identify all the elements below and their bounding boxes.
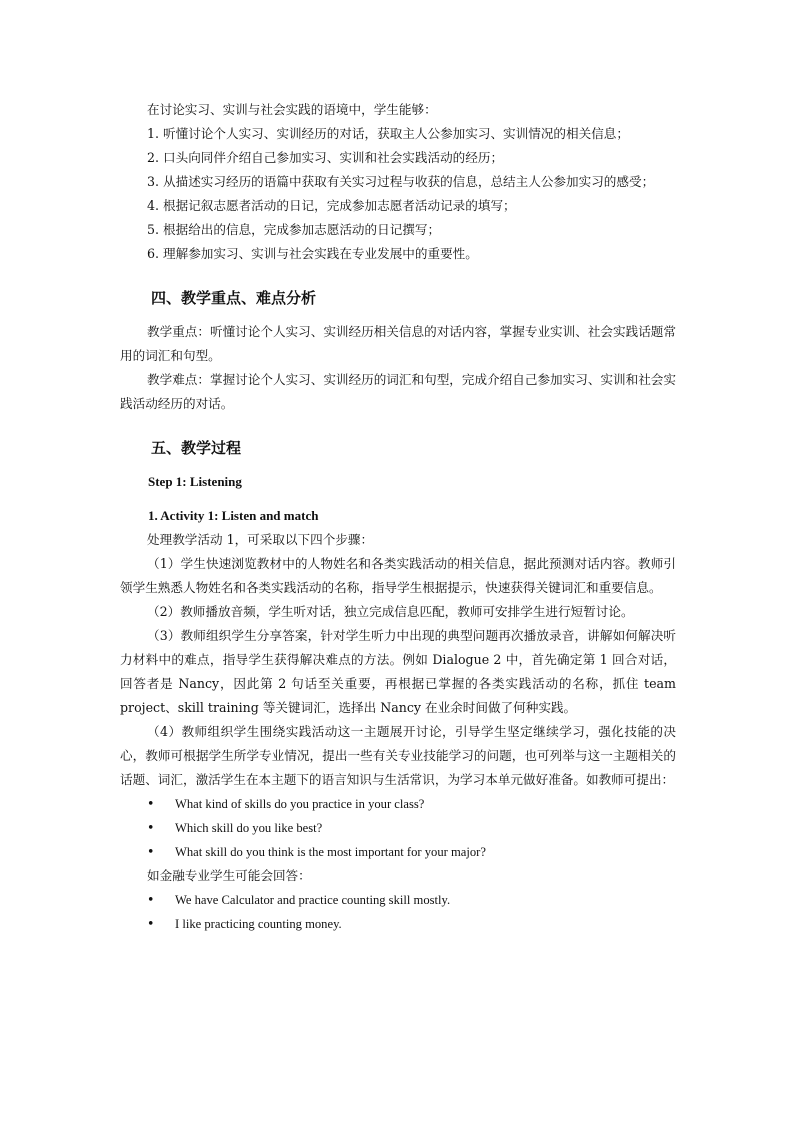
procedure-paragraph: （3）教师组织学生分享答案，针对学生听力中出现的典型问题再次播放录音，讲解如何解决听力材料中的难点，指导学生获得解决难点的方法。例如 Dialogue 2 中，首先确定第 1 回合对话，回答者是 Nancy，因此第 2 句话至关重要，再根据已掌握的各类实践活动的名称，抓住 team project、skill training 等关键词汇，选择出 Nancy 在业余时间做了何种实践。: [120, 628, 676, 715]
answer-intro: 如金融专业学生可能会回答：: [147, 868, 311, 883]
bullet-icon: •: [147, 796, 155, 811]
procedure-paragraph: （1）学生快速浏览教材中的人物姓名和各类实践活动的相关信息，据此预测对话内容。教师引领学生熟悉人物姓名和各类实践活动的名称，指导学生根据提示，快速获得关键词汇和重要信息。: [120, 556, 676, 595]
objective-item: 5. 根据给出的信息，完成参加志愿活动的日记撰写；: [147, 222, 441, 237]
question-text: Which skill do you like best?: [175, 821, 323, 835]
objective-item: 6. 理解参加实习、实训与社会实践在专业发展中的重要性。: [147, 246, 478, 261]
bullet-icon: •: [147, 916, 155, 931]
activity-heading: 1. Activity 1: Listen and match: [148, 508, 319, 523]
bullet-icon: •: [147, 892, 155, 907]
answer-item: [120, 888, 676, 912]
procedure-paragraph: （2）教师播放音频，学生听对话，独立完成信息匹配，教师可安排学生进行短暂讨论。: [147, 604, 634, 619]
answer-text: I like practicing counting money.: [175, 917, 342, 931]
section-heading: 五、教学过程: [151, 439, 242, 457]
answer-text: We have Calculator and practice counting skill mostly.: [175, 893, 451, 907]
objective-item: 2. 口头向同伴介绍自己参加实习、实训和社会实践活动的经历；: [147, 150, 504, 165]
step-heading: Step 1: Listening: [148, 474, 242, 489]
teaching-focus: 教学重点：听懂讨论个人实习、实训经历相关信息的对话内容，掌握专业实训、社会实践话题常用的词汇和句型。: [120, 324, 676, 363]
bullet-icon: •: [147, 820, 155, 835]
bullet-icon: •: [147, 844, 155, 859]
objective-item: 3. 从描述实习经历的语篇中获取有关实习过程与收获的信息，总结主人公参加实习的感受；: [147, 174, 655, 189]
procedure-paragraph: （4）教师组织学生围绕实践活动这一主题展开讨论，引导学生坚定继续学习，强化技能的决心，教师可根据学生所学专业情况，提出一些有关专业技能学习的问题，也可列举与这一主题相关的话题、词汇，激活学生在本主题下的语言知识与生活常识，为学习本单元做好准备。如教师可提出：: [120, 724, 676, 787]
objective-item: 1. 听懂讨论个人实习、实训经历的对话，获取主人公参加实习、实训情况的相关信息；: [147, 126, 629, 141]
section-heading: 四、教学重点、难点分析: [151, 289, 317, 307]
activity-intro: 处理教学活动 1，可采取以下四个步骤：: [147, 532, 374, 547]
objective-item: 4. 根据记叙志愿者活动的日记，完成参加志愿者活动记录的填写；: [147, 198, 516, 213]
question-item: [120, 816, 676, 840]
objectives-intro: 在讨论实习、实训与社会实践的语境中，学生能够：: [147, 102, 437, 117]
question-text: What kind of skills do you practice in your class?: [175, 797, 425, 811]
document-body: [120, 98, 676, 936]
question-text: What skill do you think is the most important for your major?: [175, 845, 486, 859]
answer-item: [120, 912, 676, 936]
question-item: [120, 792, 676, 816]
question-item: [120, 840, 676, 864]
teaching-difficulty: 教学难点：掌握讨论个人实习、实训经历的词汇和句型，完成介绍自己参加实习、实训和社会实践活动经历的对话。: [120, 372, 676, 411]
